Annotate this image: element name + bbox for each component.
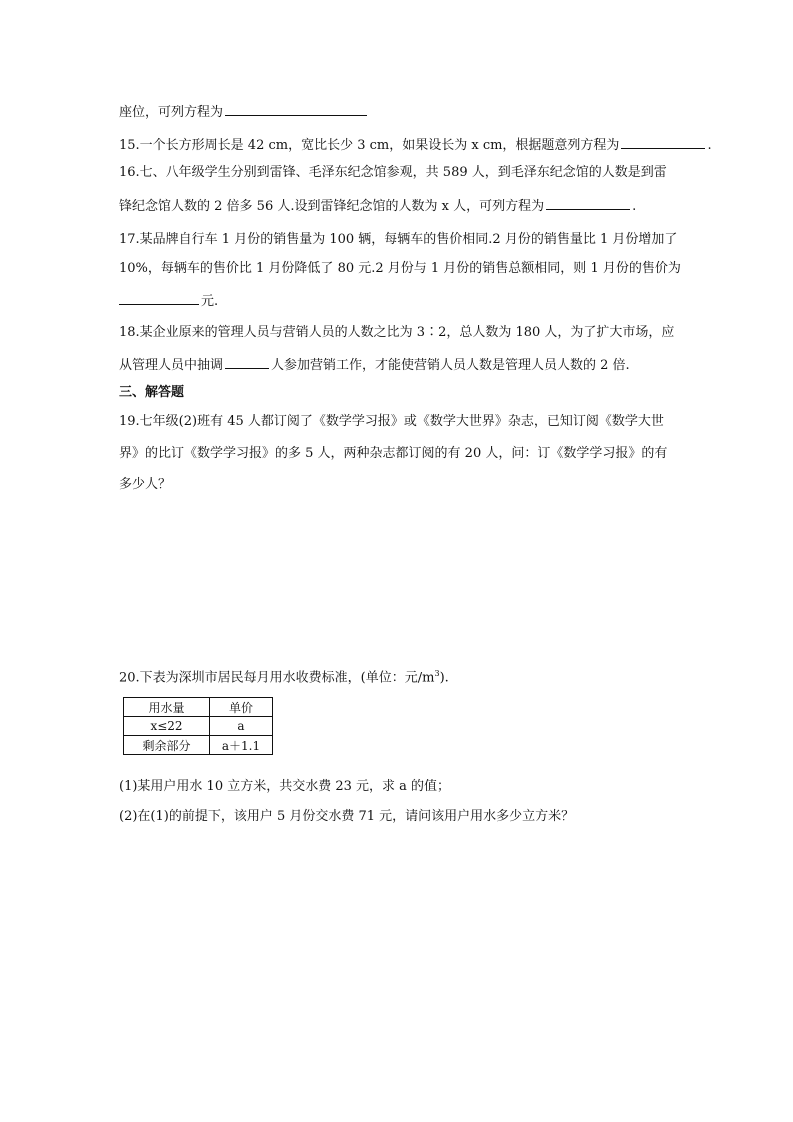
- q20-intro-text: 20.下表为深圳市居民每月用水收费标准，(单位：元/m: [119, 670, 435, 686]
- q17-line-1: 17.某品牌自行车 1 月份的销售量为 100 辆，每辆车的售价相同.2 月份的销售量比 1 月份增加了: [119, 232, 678, 247]
- table-cell: a＋1.1: [210, 736, 273, 755]
- q16-line-1: 16.七、八年级学生分别到雷锋、毛泽东纪念馆参观，共 589 人，到毛泽东纪念馆的人数是到雷: [119, 165, 667, 180]
- q19-line-2: 界》的比订《数学学习报》的多 5 人，两种杂志都订阅的有 20 人，问：订《数学学习报》的有: [119, 446, 668, 461]
- water-fee-table: [123, 697, 273, 755]
- q18-text-start: 从管理人员中抽调: [119, 358, 224, 373]
- q20-unit-superscript: 3: [434, 669, 440, 678]
- q14-tail-text: 座位，可列方程为: [119, 105, 224, 120]
- table-row: [124, 736, 273, 755]
- q17-answer-blank[interactable]: [119, 291, 199, 305]
- q19-line-3: 多少人？: [119, 477, 172, 492]
- q16-line-2: [119, 196, 636, 216]
- q15-text: 15.一个长方形周长是 42 cm，宽比长少 3 cm，如果设长为 x cm，根据题意列方程为: [119, 138, 620, 153]
- q18-line-1: 18.某企业原来的管理人员与营销人员的人数之比为 3∶2，总人数为 180 人，为了扩大市场，应: [119, 325, 675, 340]
- q20-part-2: (2)在(1)的前提下，该用户 5 月份交水费 71 元，请问该用户用水多少立方米？: [119, 809, 575, 824]
- q16-text-2: 锋纪念馆人数的 2 倍多 56 人.设到雷锋纪念馆的人数为 x 人，可列方程为: [119, 199, 545, 214]
- q15-end: .: [707, 138, 712, 153]
- table-row: [124, 717, 273, 736]
- q18-answer-blank[interactable]: [225, 355, 269, 369]
- q17-end: 元.: [201, 294, 219, 309]
- q17-line-2: 10%，每辆车的售价比 1 月份降低了 80 元.2 月份与 1 月份的销售总额相同，则 1 月份的售价为: [119, 261, 681, 276]
- q19-line-1: 19.七年级(2)班有 45 人都订阅了《数学学习报》或《数学大世界》杂志，已知订阅《数学大世: [119, 414, 664, 429]
- q18-text-end: 人参加营销工作，才能使营销人员人数是管理人员人数的 2 倍.: [271, 358, 630, 373]
- q16-answer-blank[interactable]: [546, 196, 630, 210]
- table-header-cell: 单价: [210, 698, 273, 717]
- section-heading: 三、解答题: [119, 385, 185, 400]
- q14-answer-blank[interactable]: [225, 102, 367, 116]
- q15-answer-blank[interactable]: [621, 135, 705, 149]
- q20-intro: [119, 665, 449, 687]
- table-cell: 剩余部分: [124, 736, 210, 755]
- table-header-row: [124, 698, 273, 717]
- q20-part-1: (1)某用户用水 10 立方米，共交水费 23 元，求 a 的值；: [119, 779, 451, 794]
- table-header-cell: 用水量: [124, 698, 210, 717]
- table-cell: x≤22: [124, 717, 210, 736]
- q20-intro-end: ).: [439, 670, 449, 686]
- table-cell: a: [210, 717, 273, 736]
- q18-line-2: [119, 355, 630, 375]
- q14-tail-line: [119, 102, 369, 122]
- q16-end: .: [632, 199, 637, 214]
- q17-line-3: [119, 291, 218, 311]
- q15-line: [119, 135, 712, 155]
